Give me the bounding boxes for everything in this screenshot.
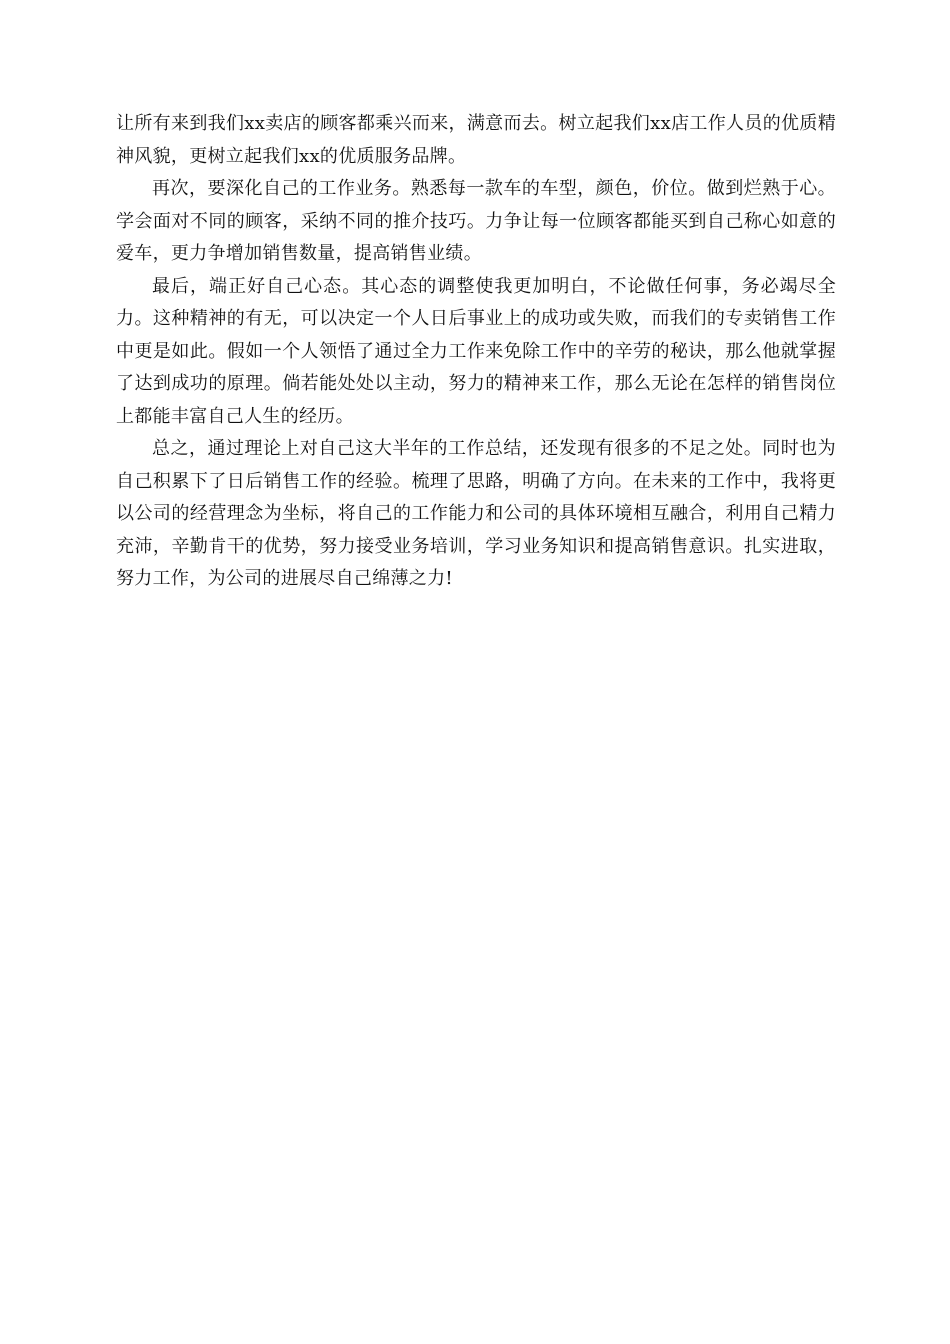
paragraph-2: 再次，要深化自己的工作业务。熟悉每一款车的车型，颜色，价位。做到烂熟于心。学会面对不同的顾客，采纳不同的推介技巧。力争让每一位顾客都能买到自己称心如意的爱车，更力争增加销售数量，提高销售业绩。	[116, 178, 836, 264]
paragraph-3: 最后，端正好自己心态。其心态的调整使我更加明白，不论做任何事，务必竭尽全力。这种精神的有无，可以决定一个人日后事业上的成功或失败，而我们的专卖销售工作中更是如此。假如一个人领悟了通过全力工作来免除工作中的辛劳的秘诀，那么他就掌握了达到成功的原理。倘若能处处以主动，努力的精神来工作，那么无论在怎样的销售岗位上都能丰富自己人生的经历。	[116, 275, 836, 427]
document-body	[116, 108, 836, 596]
paragraph-4: 总之，通过理论上对自己这大半年的工作总结，还发现有很多的不足之处。同时也为自己积累下了日后销售工作的经验。梳理了思路，明确了方向。在未来的工作中，我将更以公司的经营理念为坐标，将自己的工作能力和公司的具体环境相互融合，利用自己精力充沛，辛勤肯干的优势，努力接受业务培训，学习业务知识和提高销售意识。扎实进取，努力工作，为公司的进展尽自己绵薄之力!	[116, 438, 836, 589]
paragraph-1: 让所有来到我们xx卖店的顾客都乘兴而来，满意而去。树立起我们xx店工作人员的优质精神风貌，更树立起我们xx的优质服务品牌。	[116, 113, 836, 167]
